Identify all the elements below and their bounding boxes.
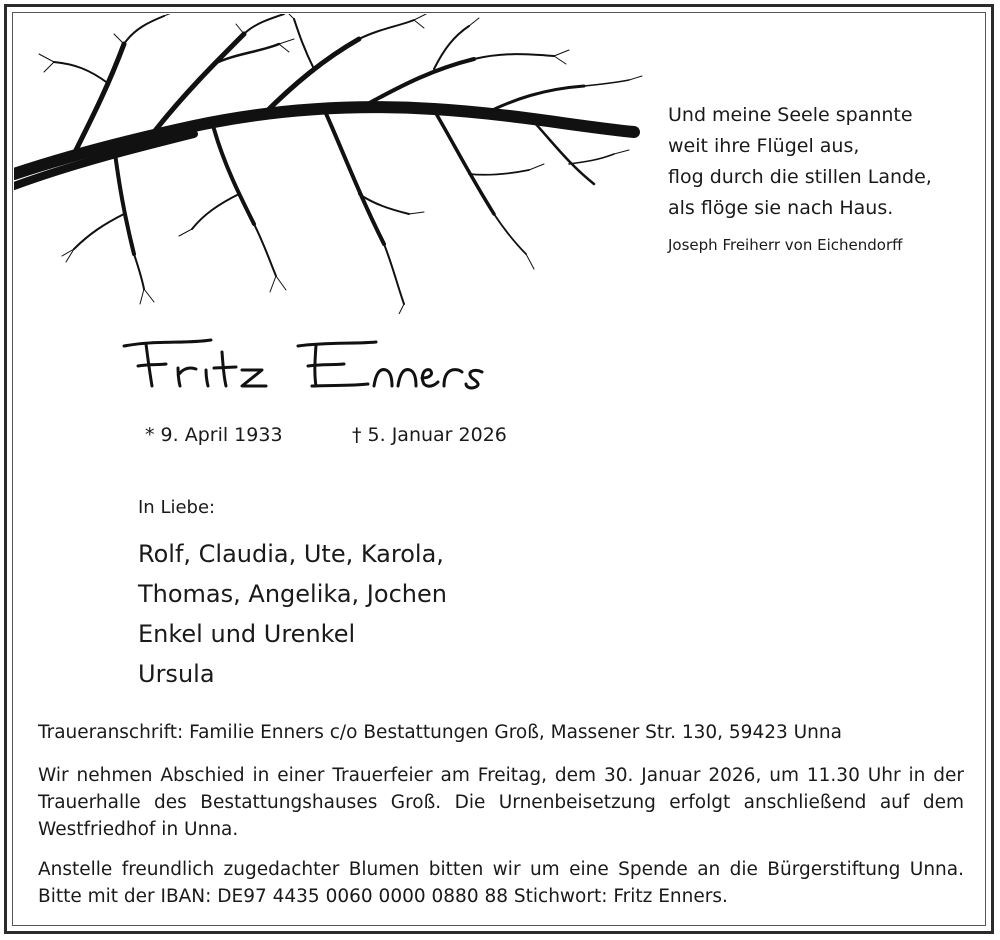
mourner-line: Thomas, Angelika, Jochen [138,580,447,608]
poem-author: Joseph Freiherr von Eichendorff [668,236,903,254]
tree-branch-illustration [14,14,644,314]
poem-line: flog durch die stillen Lande, [668,166,932,188]
poem-line: als flöge sie nach Haus. [668,197,894,219]
poem-line: weit ihre Flügel aus, [668,135,860,157]
poem [668,100,932,224]
death-date: † 5. Januar 2026 [352,424,507,446]
mourner-line: Enkel und Urenkel [138,620,356,648]
in-love-label: In Liebe: [138,497,216,518]
mourners-list [138,534,447,694]
mourning-address: Traueranschrift: Familie Enners c/o Bestattungen Groß, Massener Str. 130, 59423 Unna [38,722,842,743]
birth-date: * 9. April 1933 [145,424,283,446]
ceremony-paragraph: Wir nehmen Abschied in einer Trauerfeier am Freitag, dem 30. Januar 2026, um 11.30 Uhr in der Trauerhalle des Bestattungshauses Groß. Die Urnenbeisetzung erfolgt anschließend auf dem Westfriedhof in Unna. [38,765,964,840]
mourner-line: Rolf, Claudia, Ute, Karola, [138,540,444,568]
deceased-name-signature [116,318,496,398]
donation-paragraph: Anstelle freundlich zugedachter Blumen bitten wir um eine Spende an die Bürgerstiftung Unna. Bitte mit der IBAN: DE97 4435 0060 0000 0880 88 Stichwort: Fritz Enners. [38,859,964,907]
mourner-line: Ursula [138,660,215,688]
poem-line: Und meine Seele spannte [668,104,913,126]
